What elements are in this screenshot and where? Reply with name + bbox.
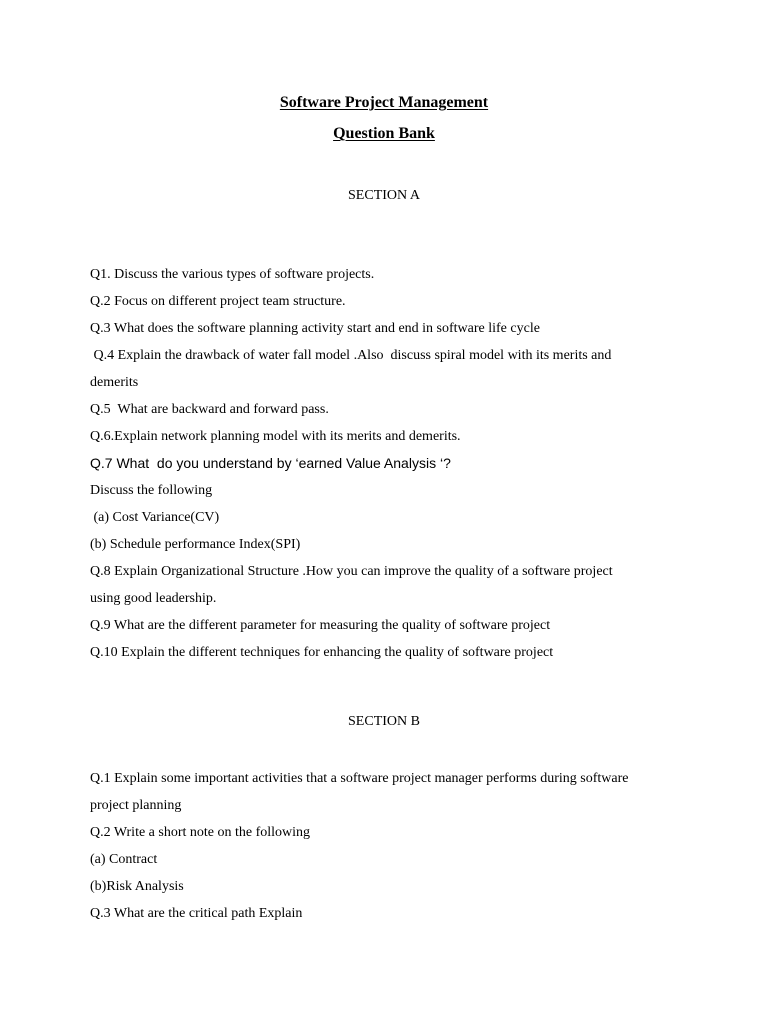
section-b-questions [90, 765, 690, 927]
section-a-line: Q.7 What do you understand by ‘earned Value Analysis ‘? [90, 455, 451, 471]
section-b-line: (a) Contract [90, 852, 158, 867]
section-a-line: Q.4 Explain the drawback of water fall model .Also discuss spiral model with its merits and [90, 348, 612, 363]
section-b-line: Q.2 Write a short note on the following [90, 825, 311, 840]
section-a-line: Q.8 Explain Organizational Structure .How you can improve the quality of a software project [90, 564, 613, 579]
section-a-line: Q1. Discuss the various types of software projects. [90, 267, 375, 282]
section-a-line: Q.9 What are the different parameter for measuring the quality of software project [90, 618, 551, 633]
section-a-line: (a) Cost Variance(CV) [90, 510, 220, 525]
section-a-line: Discuss the following [90, 483, 213, 498]
section-a-line: demerits [90, 375, 139, 390]
section-a-line: (b) Schedule performance Index(SPI) [90, 537, 301, 552]
section-a-heading: SECTION A [348, 188, 420, 203]
section-a-questions [90, 261, 690, 666]
section-a-line: Q.2 Focus on different project team structure. [90, 294, 346, 309]
document-subtitle: Question Bank [333, 125, 435, 142]
section-a-line: using good leadership. [90, 591, 217, 606]
document-title: Software Project Management [279, 94, 489, 111]
section-a-line: Q.6.Explain network planning model with its merits and demerits. [90, 429, 461, 444]
section-b-line: (b)Risk Analysis [90, 879, 184, 894]
section-a-line: Q.3 What does the software planning activity start and end in software life cycle [90, 321, 540, 336]
section-a-line: Q.10 Explain the different techniques for enhancing the quality of software project [90, 645, 554, 660]
section-b-heading: SECTION B [348, 714, 420, 729]
section-b-line: Q.3 What are the critical path Explain [90, 906, 303, 921]
section-b-line: Q.1 Explain some important activities that a software project manager performs during software [90, 771, 629, 786]
section-a-line: Q.5 What are backward and forward pass. [90, 402, 329, 417]
section-b-line: project planning [90, 798, 182, 813]
